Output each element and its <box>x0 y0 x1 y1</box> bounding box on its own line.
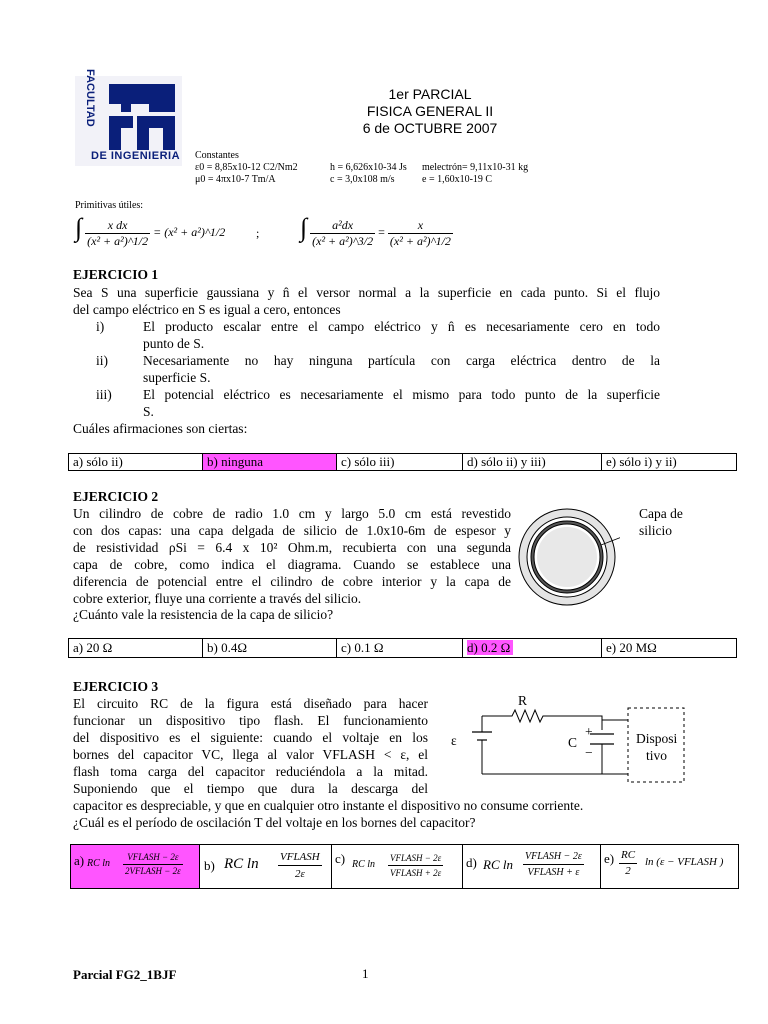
constant-electron-mass: melectrón= 9,11x10-31 kg <box>422 162 529 173</box>
ej1-item-ii-num: ii) <box>96 353 108 368</box>
ej2-line-3: de resistividad ρSi = 6.4 x 10² Ohm.m, recubierta con una segunda <box>73 540 511 555</box>
exam-header <box>320 86 540 137</box>
ej3-option-c-frac <box>388 851 443 880</box>
ej2-option-d-highlight: d) 0.2 Ω <box>467 640 513 655</box>
ej3-option-d-label: d) <box>466 855 477 870</box>
ej2-line-5: diferencia de potencial entre el cilindro de cobre interior y la capa de <box>73 574 511 589</box>
ej3-option-e-num: RC <box>619 848 637 864</box>
ej1-item-i-num: i) <box>96 319 105 334</box>
ej3-option-b-frac <box>278 849 322 882</box>
exam-date: 6 de OCTUBRE 2007 <box>362 120 498 136</box>
ej3-option-a-den: 2VFLASH − 2ε <box>125 866 181 876</box>
ej3-option-a-frac <box>123 851 183 878</box>
formula-2-num: a²dx <box>310 218 375 234</box>
constant-electron-charge: e = 1,60x10-19 C <box>422 174 493 185</box>
ej2-option-b[interactable]: b) 0.4Ω <box>203 639 337 658</box>
ej3-option-b[interactable] <box>200 845 332 888</box>
constant-epsilon0: ε0 = 8,85x10-12 C2/Nm2 <box>195 162 298 173</box>
ej1-item-iii-num: iii) <box>96 387 112 402</box>
ej3-option-c-den: VFLASH + 2ε <box>390 868 442 878</box>
ej1-item-iii-a: El potencial eléctrico es necesariamente el mismo para todo punto de la superficie <box>143 387 660 402</box>
ej3-option-c-num: VFLASH − 2ε <box>388 851 443 866</box>
ej3-option-b-prefix: RC ln <box>224 856 259 872</box>
silicon-label-1: Capa de <box>639 506 683 521</box>
ej3-option-a[interactable] <box>71 845 200 888</box>
ej1-item-ii-a: Necesariamente no hay ninguna partícula con carga eléctrica dentro de la <box>143 353 660 368</box>
circuit-label-c: C <box>568 735 578 750</box>
ej3-option-e-frac <box>619 848 637 879</box>
silicon-label-2: silicio <box>639 523 672 538</box>
ej2-answer-table <box>68 638 737 658</box>
ej2-line-1: Un cilindro de cobre de radio 1.0 cm y largo 5.0 cm está revestido <box>73 506 511 521</box>
device-label-2: tivo <box>646 748 668 763</box>
ej3-line-4: bornes del capacitor VC, llega al valor VFLASH < ε, el <box>73 747 428 762</box>
ej3-option-d-prefix: RC ln <box>483 857 513 872</box>
formula-1: ∫ $\frac{\text{x dx}}{\text{(x² + a²)\textasciicircum{}1/2}}$ = (x² + a²)^1/2 <box>75 213 226 248</box>
ej3-question: ¿Cuál es el período de oscilación T del voltaje en los bornes del capacitor? <box>73 815 476 830</box>
circuit-label-minus: − <box>585 745 593 760</box>
ej1-item-i-a: El producto escalar entre el campo eléctrico y n̂ es necesariamente cero en todo <box>143 319 660 334</box>
ej3-option-c-prefix: RC ln <box>352 859 376 870</box>
ej3-option-d-den: VFLASH + ε <box>527 867 580 878</box>
ej3-line-5: flash toma carga del capacitor reduciéndola a la mitad. <box>73 764 428 779</box>
logo-text-vertical: FACULTAD <box>84 69 96 127</box>
ej2-option-a[interactable]: a) 20 Ω <box>69 639 203 658</box>
formula-2-rhs-num: x <box>388 218 453 234</box>
ej2-title: EJERCICIO 2 <box>73 489 159 504</box>
constants-block <box>195 150 575 190</box>
ej3-option-d[interactable] <box>463 845 601 888</box>
ej2-line-2: con dos capas: una capa delgada de silicio de 1.0x10-6m de espesor y <box>73 523 511 538</box>
ej1-answer-table <box>68 453 737 471</box>
ej2-option-d[interactable] <box>463 639 602 658</box>
ej1-option-d[interactable]: d) sólo ii) y iii) <box>463 454 602 471</box>
ej2-option-c[interactable]: c) 0.1 Ω <box>337 639 463 658</box>
ej1-item-i-b: punto de S. <box>143 336 205 351</box>
ej1-option-c[interactable]: c) sólo iii) <box>337 454 463 471</box>
ej1-item-iii-b: S. <box>143 404 154 419</box>
ej3-line-3: del dispositivo es el siguiente: cuando el voltaje en los <box>73 730 428 745</box>
circuit-label-r: R <box>518 693 528 708</box>
ej1-intro-a: Sea S una superficie gaussiana y n̂ el versor normal a la superficie en cada punto. Si el flujo <box>73 285 660 300</box>
circuit-label-emf: ε <box>451 733 457 748</box>
ej3-line-1: El circuito RC de la figura está diseñado para hacer <box>73 696 428 711</box>
course-name: FISICA GENERAL II <box>366 103 494 119</box>
ej1-intro-b: del campo eléctrico en S es igual a cero, entonces <box>73 302 341 317</box>
ej3-option-c[interactable] <box>332 845 463 888</box>
formula-1-num: x dx <box>85 218 150 234</box>
primitives-title: Primitivas útiles: <box>75 200 144 211</box>
constants-title: Constantes <box>195 150 239 161</box>
device-label-1: Disposi <box>636 731 678 746</box>
ej3-option-b-label: b) <box>204 858 215 873</box>
formula-separator: ; <box>256 226 260 240</box>
ej3-option-e-expr: ln (ε − VFLASH ) <box>645 856 724 868</box>
ej3-option-c-label: c) <box>335 851 346 866</box>
ej3-option-e-label: e) <box>604 851 615 866</box>
footer-page-number: 1 <box>362 966 369 981</box>
constant-planck: h = 6,626x10-34 Js <box>330 162 407 173</box>
ej2-line-6: cobre exterior, fluye una corriente a través del silicio. <box>73 591 362 606</box>
ej2-question: ¿Cuánto vale la resistencia de la capa de silicio? <box>73 607 334 622</box>
formula-2-rhs-den: (x² + a²)^1/2 <box>389 233 451 248</box>
formula-1-rhs: = (x² + a²)^1/2 <box>153 225 226 239</box>
formula-2: ∫ $\frac{\text{a²dx}}{\text{(x² + a²)\textasciicircum{}3/2}}$ = $\frac{x}{\text{(x² + a²)\textasciicircum{}1/2}}$ <box>300 213 451 248</box>
circuit-label-plus: + <box>585 724 593 739</box>
constant-light-speed: c = 3,0x108 m/s <box>330 174 395 185</box>
exam-title: 1er PARCIAL <box>388 86 472 102</box>
footer-course-code: Parcial FG2_1BJF <box>73 967 177 982</box>
ej3-option-a-num: VFLASH − 2ε <box>123 851 183 865</box>
ej2-line-4: capa de cobre, como indica el diagrama. Cuando se establece una <box>73 557 511 572</box>
ej1-title: EJERCICIO 1 <box>73 267 159 282</box>
ej2-option-e[interactable]: e) 20 MΩ <box>602 639 737 658</box>
ej3-line-7: capacitor es despreciable, y que en cualquier otro instante el dispositivo no consume corriente. <box>73 798 584 813</box>
ej3-option-b-num: VFLASH <box>278 849 322 866</box>
ej3-line-2: funcionar un dispositivo tipo flash. El funcionamiento <box>73 713 428 728</box>
ej1-option-e[interactable]: e) sólo i) y ii) <box>602 454 737 471</box>
ej1-question: Cuáles afirmaciones son ciertas: <box>73 421 248 436</box>
ej3-option-a-prefix: RC ln <box>87 858 111 869</box>
formula-1-den: (x² + a²)^1/2 <box>87 233 149 248</box>
ej3-title: EJERCICIO 3 <box>73 679 159 694</box>
logo-text-bottom: DE INGENIERIA <box>91 150 181 162</box>
ej1-item-ii-b: superficie S. <box>143 370 211 385</box>
ej3-option-d-num: VFLASH − 2ε <box>523 849 584 865</box>
ej3-option-b-den: 2ε <box>294 868 305 880</box>
ej3-line-6: Suponiendo que el tiempo que dura la descarga del <box>73 781 428 796</box>
formula-2-den: (x² + a²)^3/2 <box>312 233 374 248</box>
ej1-option-b[interactable]: b) ninguna <box>203 454 337 471</box>
cylinder-diagram <box>515 505 620 610</box>
ej3-option-d-frac <box>523 849 584 880</box>
constant-mu0: μ0 = 4πx10-7 Tm/A <box>195 174 276 185</box>
ej3-option-e-den: 2 <box>625 865 631 877</box>
ej1-option-a[interactable]: a) sólo ii) <box>69 454 203 471</box>
ej3-answer-table <box>70 844 739 889</box>
faculty-logo <box>75 69 182 166</box>
ej3-option-e[interactable] <box>601 845 738 888</box>
ej3-option-a-label: a) <box>74 853 85 868</box>
